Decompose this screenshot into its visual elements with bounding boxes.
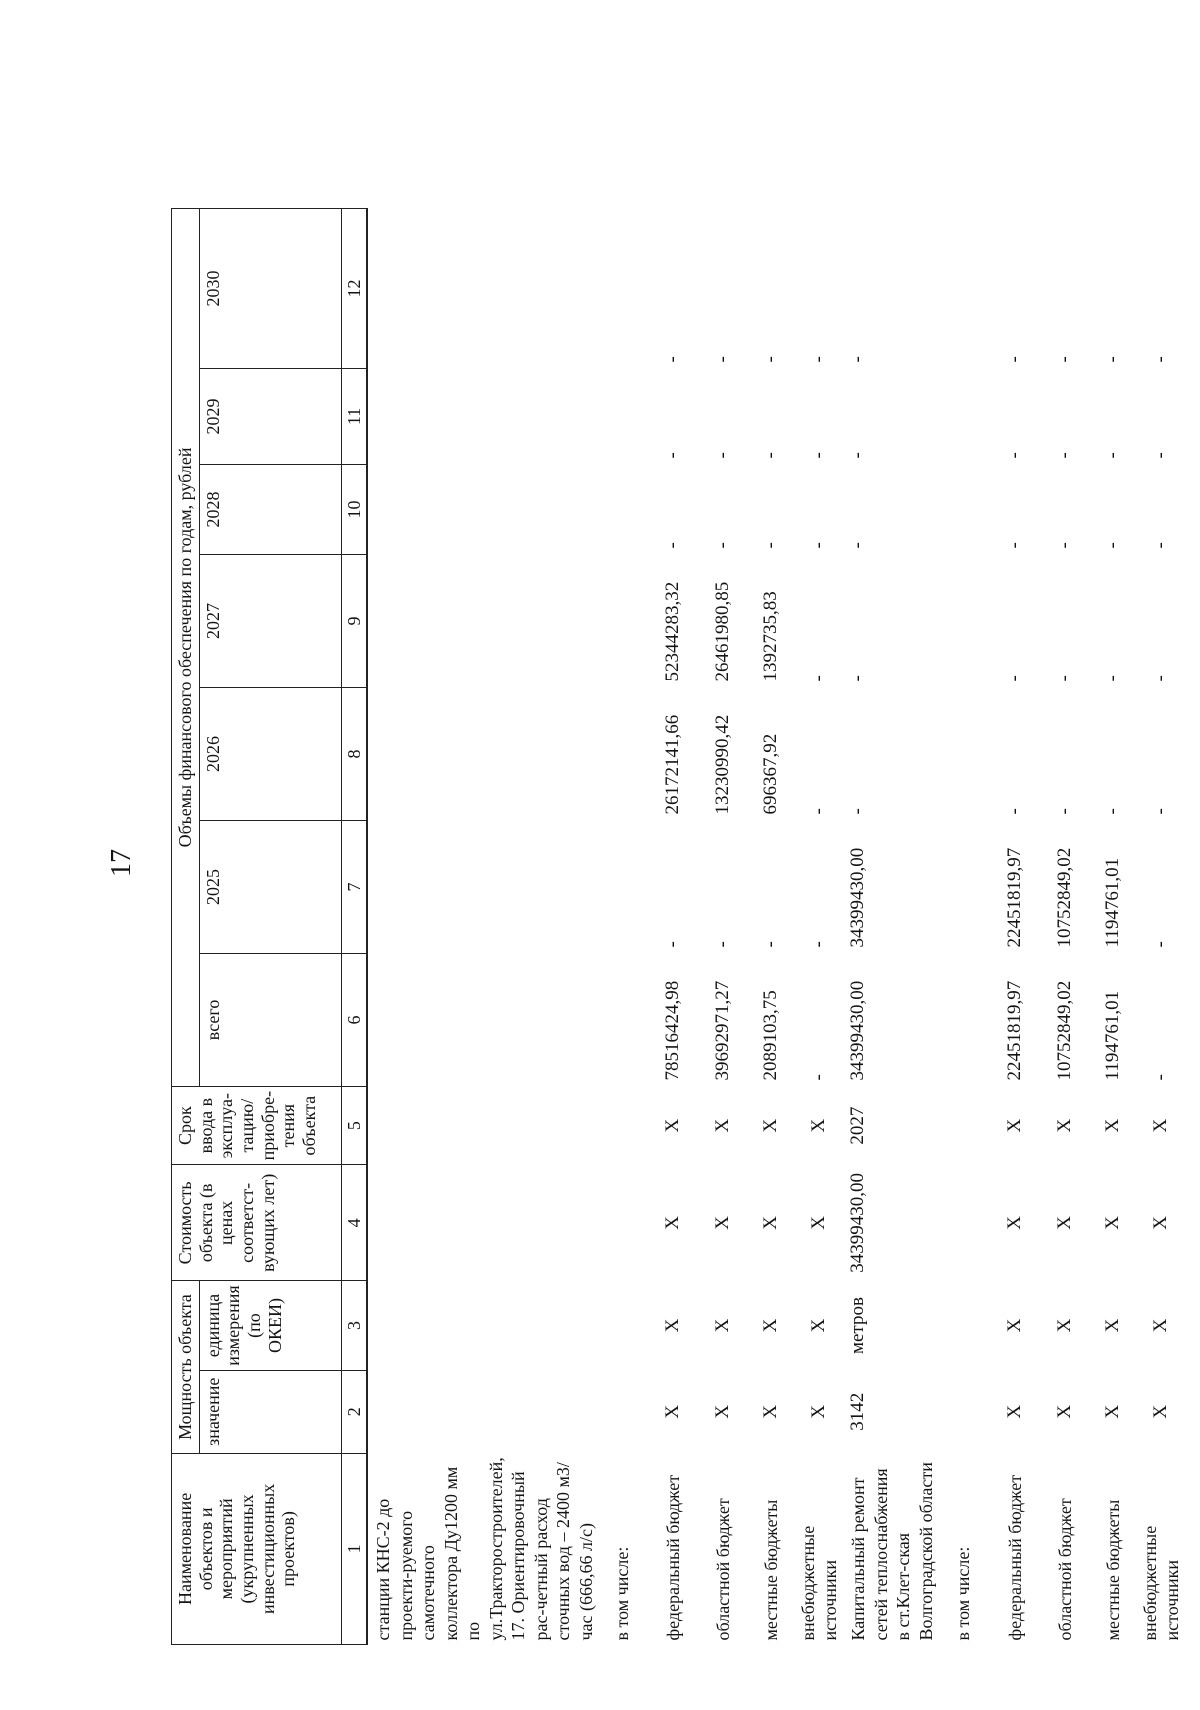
table-cell: 1194761,01 [1102,857,1124,948]
table-cell: 52344283,32 [662,581,684,682]
table-cell: X [1102,1118,1124,1133]
table-cell: - [760,356,782,363]
table-cell: - [808,941,830,948]
table-cell: - [808,808,830,815]
table-row [647,208,699,1644]
table-cell: - [847,808,869,815]
table-row [1041,208,1089,1644]
table-cell [367,953,597,1086]
table-cell: X [760,1215,782,1230]
row-name: областной бюджет [1055,1498,1076,1641]
table-cell: - [847,542,869,549]
header-finance: Объемы финансового обеспечения по годам, рублей [172,208,200,1086]
table-cell: 13230990,42 [712,714,734,815]
row-name: станции КНС-2 до проекти-руемого самотечного коллектора Ду1200 мм по ул.Тракторостроителей, 17. Ориентировочный рас-четный расход сточных вод – 2400 м3/час (666,66 л/с) [373,1457,596,1641]
header-year: 2027 [199,554,341,687]
row-name: в том числе: [953,1546,974,1641]
table-cell: X [1102,1318,1124,1333]
table-cell: X [662,1118,684,1133]
table-cell: X [1054,1215,1076,1230]
row-name: местные бюджеты [1103,1499,1124,1641]
table-cell: 2089103,75 [760,990,782,1081]
table-row [597,208,647,1644]
column-number: 11 [341,368,367,464]
row-name: внебюджетные источники [1139,1525,1183,1641]
table-cell [597,208,647,368]
table-cell: - [1102,675,1124,682]
table-cell: - [808,452,830,459]
table-cell: 34399430,00 [847,847,869,948]
header-cost: Стоимость объекта (в ценах соответст-вующих лет) [172,1165,342,1281]
column-number: 10 [341,464,367,554]
table-cell: X [760,1318,782,1333]
table-cell: 1194761,01 [1102,990,1124,1081]
table-cell: X [712,1118,734,1133]
table-cell [367,1165,597,1281]
table-cell: - [1150,675,1172,682]
page-number: 17 [106,849,137,877]
table-cell: 1392735,83 [760,591,782,682]
row-name: в том числе: [612,1546,633,1641]
table-cell: 34399430,00 [847,1172,869,1273]
table-cell: X [1150,1118,1172,1133]
header-term: Срок ввода в эксплуа-тацию/ приобре-тения объекта [172,1086,342,1164]
table-cell [597,820,647,953]
table-cell [937,208,989,368]
table-cell: - [1150,356,1172,363]
table-cell [367,1281,597,1370]
table-cell: - [1004,675,1026,682]
table-cell: - [1054,356,1076,363]
table-cell: X [808,1118,830,1133]
table-cell [597,1370,647,1453]
header-year: 2028 [199,464,341,554]
table-cell [367,1086,597,1164]
table-cell: - [760,941,782,948]
row-name: федеральный бюджет [663,1474,684,1641]
table-row [1089,208,1137,1644]
column-number: 3 [341,1281,367,1370]
table-row [367,208,597,1644]
table-cell: 2027 [847,1106,869,1145]
column-number: 8 [341,687,367,820]
table-cell: 78516424,98 [662,980,684,1081]
table-cell [937,1165,989,1281]
table-cell: 10752849,02 [1054,847,1076,948]
table-row [747,208,795,1644]
table-cell [367,820,597,953]
header-year: 2029 [199,368,341,464]
table-cell [937,687,989,820]
table-cell: - [1054,542,1076,549]
table-cell: X [808,1404,830,1419]
table-cell: X [1054,1404,1076,1419]
table-cell: - [1102,356,1124,363]
table-cell: X [1150,1215,1172,1230]
table-cell: 10752849,02 [1054,980,1076,1081]
row-name: внебюджетные источники [797,1525,841,1641]
header-year: 2026 [199,687,341,820]
table-cell: - [760,452,782,459]
table-row [1137,208,1185,1644]
table-cell: - [1004,452,1026,459]
header-power-value: значение [199,1370,341,1453]
table-cell [597,368,647,464]
table-row [699,208,747,1644]
table-cell: - [662,452,684,459]
table-cell: X [1102,1404,1124,1419]
table-cell: - [1004,542,1026,549]
table-cell: - [847,675,869,682]
table-cell: X [662,1215,684,1230]
table-cell: - [808,675,830,682]
table-cell [937,1281,989,1370]
table-cell: - [847,452,869,459]
column-number: 1 [341,1453,367,1644]
table-cell [937,820,989,953]
table-row [843,208,937,1644]
table-cell [597,687,647,820]
table-cell: - [662,542,684,549]
table-cell: X [808,1215,830,1230]
row-name: Капитальный ремонт сетей теплоснабжения в ст.Клет-ская Волгоградской области [848,1462,936,1641]
column-number: 5 [341,1086,367,1164]
table-cell: 3142 [847,1392,869,1431]
table-cell: 34399430,00 [847,980,869,1081]
table-cell [597,1086,647,1164]
table-cell: - [1102,542,1124,549]
finance-table [171,208,1185,1645]
table-cell: - [1054,675,1076,682]
table-cell [597,554,647,687]
header-power-unit: единица измерения (по ОКЕИ) [199,1281,341,1370]
table-row [795,208,843,1644]
table-cell: X [712,1215,734,1230]
table-cell: - [1004,356,1026,363]
table-row [989,208,1041,1644]
table-cell: - [1004,808,1026,815]
table-cell: X [1150,1404,1172,1419]
header-year: 2030 [199,208,341,368]
table-cell [597,464,647,554]
row-name: областной бюджет [713,1498,734,1641]
table-cell: - [1150,452,1172,459]
table-cell: X [712,1404,734,1419]
table-cell: 26172141,66 [662,714,684,815]
table-cell: - [712,452,734,459]
header-name: Наименование объектов и мероприятий (укрупненных инвестиционных проектов) [172,1453,342,1644]
table-cell: X [1004,1215,1026,1230]
header-power: Мощность объекта [172,1281,200,1453]
table-cell: - [808,1074,830,1081]
column-number: 12 [341,208,367,368]
table-cell: - [1102,808,1124,815]
column-number: 4 [341,1165,367,1281]
table-cell: X [1150,1318,1172,1333]
table-cell: - [1150,542,1172,549]
table-cell: - [808,542,830,549]
table-cell [937,464,989,554]
table-cell: - [1054,808,1076,815]
table-cell: - [662,941,684,948]
table-cell: - [712,941,734,948]
table-cell [367,687,597,820]
table-cell: - [760,542,782,549]
table-cell [367,554,597,687]
table-cell: X [760,1404,782,1419]
table-cell [937,554,989,687]
table-cell [367,464,597,554]
table-cell [367,1370,597,1453]
table-cell [597,953,647,1086]
table-cell: - [712,356,734,363]
table-cell: X [1054,1318,1076,1333]
table-cell: 39692971,27 [712,980,734,1081]
table-cell: - [662,356,684,363]
table-cell [937,368,989,464]
table-cell: X [1004,1404,1026,1419]
table-cell [597,1165,647,1281]
table-row [937,208,989,1644]
table-cell: - [808,356,830,363]
table-cell: X [1004,1118,1026,1133]
table-cell: X [1102,1215,1124,1230]
table-cell: - [847,356,869,363]
table-cell: 22451819,97 [1004,980,1026,1081]
table-cell: X [712,1318,734,1333]
column-number: 2 [341,1370,367,1453]
table-cell: X [662,1318,684,1333]
table-cell: 26461980,85 [712,581,734,682]
table-cell: X [662,1404,684,1419]
table-cell: - [1054,452,1076,459]
table-cell [937,1086,989,1164]
table-cell: 22451819,97 [1004,847,1026,948]
table-cell: - [712,542,734,549]
table-cell: метров [847,1297,869,1355]
table-cell [597,1281,647,1370]
table-cell: - [1102,452,1124,459]
table-cell: X [1004,1318,1026,1333]
column-number: 9 [341,554,367,687]
header-total: всего [199,953,341,1086]
table-cell: 696367,92 [760,733,782,815]
table-cell: - [1150,1074,1172,1081]
table-cell: X [1054,1118,1076,1133]
table-cell: X [808,1318,830,1333]
row-name: федеральный бюджет [1005,1474,1026,1641]
table-cell: - [1150,808,1172,815]
header-year: 2025 [199,820,341,953]
column-number: 6 [341,953,367,1086]
table-cell [937,1370,989,1453]
table-cell [367,368,597,464]
row-name: местные бюджеты [761,1499,782,1641]
table-cell: X [760,1118,782,1133]
table-cell [367,208,597,368]
table-cell [937,953,989,1086]
column-number: 7 [341,820,367,953]
table-cell: - [1150,941,1172,948]
